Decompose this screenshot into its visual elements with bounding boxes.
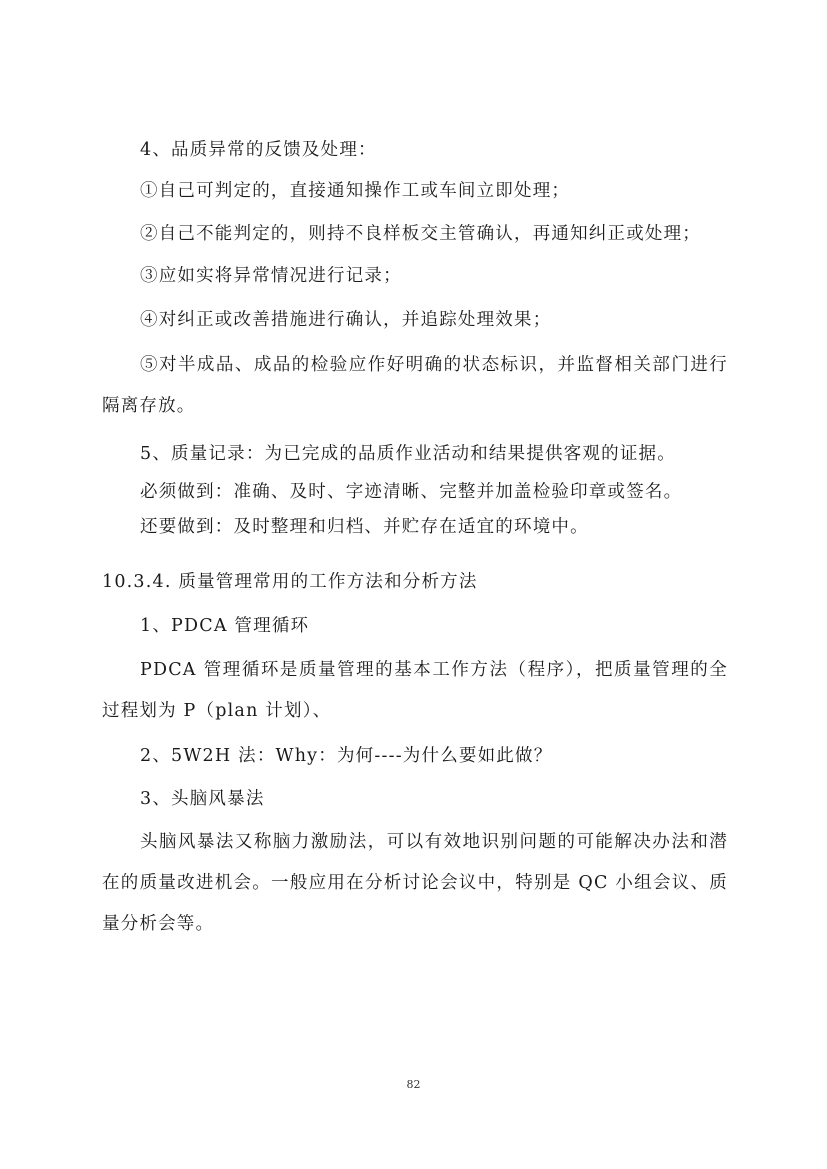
brainstorm-text: 头脑风暴法又称脑力激励法，可以有效地识别问题的可能解决办法和潜在的质量改进机会。一般应用在分析讨论会议中，特别是 QC 小组会议、质量分析会等。 — [102, 832, 728, 934]
section-4-item-1: ①自己可判定的，直接通知操作工或车间立即处理； — [140, 181, 571, 201]
section-5-also: 还要做到：及时整理和归档、并贮存在适宜的环境中。 — [140, 517, 589, 537]
section-5-must: 必须做到：准确、及时、字迹清晰、完整并加盖检验印章或签名。 — [140, 482, 683, 502]
section-4-item-4: ④对纠正或改善措施进行确认，并追踪处理效果； — [140, 310, 552, 330]
page-number: 82 — [406, 1078, 421, 1091]
w2h-title: 2、5W2H 法：Why：为何----为什么要如此做？ — [140, 746, 553, 766]
section-5-title: 5、质量记录：为已完成的品质作业活动和结果提供客观的证据。 — [140, 444, 676, 464]
section-10-3-4-heading: 10.3.4. 质量管理常用的工作方法和分析方法 — [102, 572, 478, 592]
section-4-item-3: ③应如实将异常情况进行记录； — [140, 266, 402, 286]
pdca-title: 1、PDCA 管理循环 — [140, 616, 310, 636]
pdca-text: PDCA 管理循环是质量管理的基本工作方法（程序），把质量管理的全过程划为 P（plan 计划）、 — [102, 660, 728, 721]
brainstorm-title: 3、头脑风暴法 — [140, 789, 265, 809]
section-4-title: 4、品质异常的反馈及处理： — [140, 140, 377, 160]
section-4-item-5: ⑤对半成品、成品的检验应作好明确的状态标识，并监督相关部门进行隔离存放。 — [102, 355, 728, 416]
section-4-item-2: ②自己不能判定的，则持不良样板交主管确认，再通知纠正或处理； — [140, 224, 701, 244]
